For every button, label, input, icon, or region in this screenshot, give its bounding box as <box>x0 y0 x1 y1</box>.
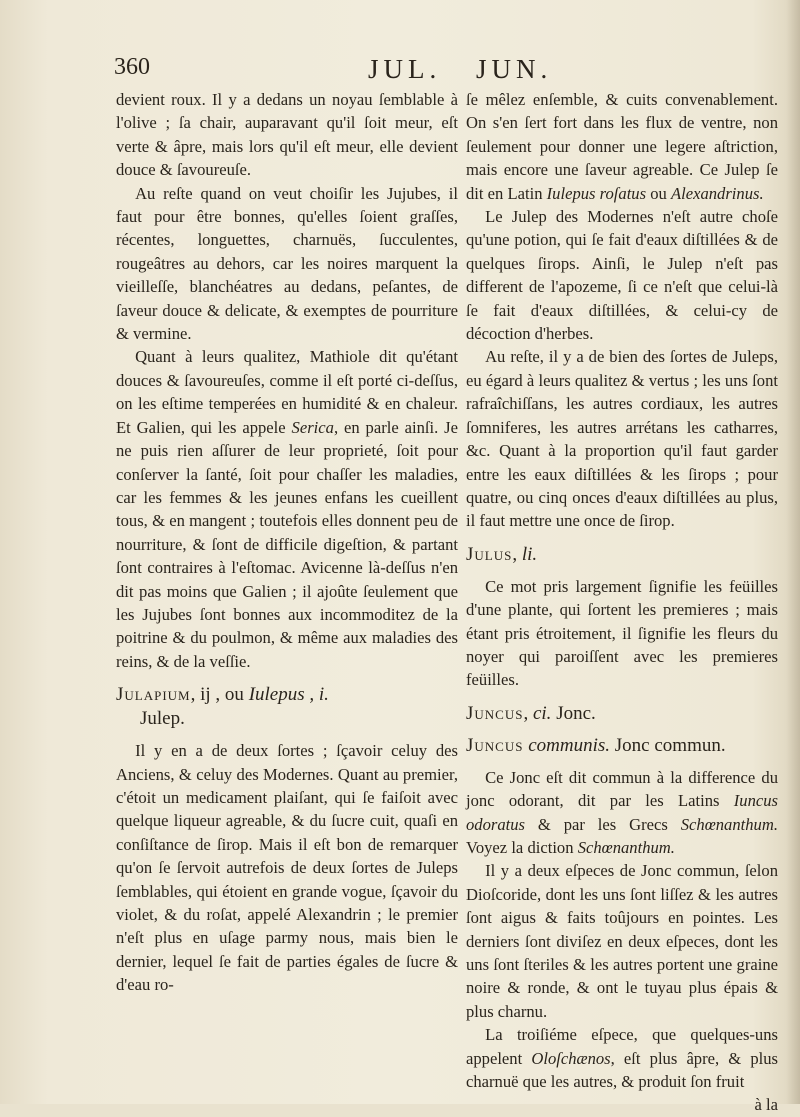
paragraph <box>466 766 778 860</box>
italic-term: Alexandrinus. <box>670 183 764 203</box>
catchword: à la <box>754 1095 778 1115</box>
paragraph <box>466 1023 778 1093</box>
paragraph-text: La troiſiéme eſpece, que quelques-uns appelent <box>466 1025 778 1068</box>
italic-term: Schœnanthum. <box>680 814 778 834</box>
paragraph-text: Ce Jonc eſt dit commun à la difference du jonc odorant, dit par les Latins <box>466 767 778 811</box>
italic-term: Schœnanthum. <box>577 837 675 857</box>
italic-term: Iuncus odoratus <box>466 791 778 834</box>
entry-heading-julus: Julus, li. <box>466 543 538 565</box>
paragraph-text: Voyez la diction <box>466 837 578 857</box>
entry-ending: li. <box>521 543 538 565</box>
paragraph-text: , eſt plus âpre, & plus charnuë que les autres, & produit ſon fruit <box>466 1048 778 1092</box>
entry-headword: Julapium <box>116 684 191 706</box>
paragraph: Le Julep des Modernes n'eſt autre choſe qu'une potion, qui ſe fait d'eaux diſtillées & de quelques ſirops. Ainſi, le Julep n'eſt pas different de l'apozeme, ſi ce n'eſt que celui-là ſe fait d'eaux diſtillées, & celui-cy de décoction d'herbes. <box>466 207 778 344</box>
italic-term: Iulepus roſatus <box>546 183 647 203</box>
paragraph: Au reſte quand on veut choiſir les Jujubes, il faut pour être bonnes, qu'elles ſoient graſſes, récentes, longuettes, charnuës, ſucculentes, rougeâtres au dehors, car les noires marquent la vieilleſſe, blanchéatres au dedans, peſantes, de ſaveur douce & delicate, & exemptes de pourriture & vermine. <box>116 183 458 344</box>
paragraph: Au reſte, il y a de bien des ſortes de Juleps, eu égard à leurs qualitez & vertus ; les uns ſont rafraîchiſſans, les autres cordiaux, les autres ſomniferes, les autres arrétans les catharres, &c. Quant à la proportion qu'il faut garder entre les eaux diſtillées & les ſirops ; pour quatre, ou cinq onces d'eaux diſtillées au plus, il faut mettre une once de ſirop. <box>466 347 778 531</box>
entry-headword: Julus <box>466 543 513 565</box>
running-header <box>114 54 774 90</box>
entry-french-name: Julep. <box>140 708 185 730</box>
paragraph: Il y a deux eſpeces de Jonc commun, ſelon Dioſcoride, dont les uns ſont liſſez & les autres ſont aigus & faits toûjours en pointes. Les derniers ſont diviſez en deux eſpeces, dont les uns ſont ſteriles & les autres portent une graine noire & ronde, & ont le tuyau plus épais & plus charnu. <box>466 861 778 1021</box>
entry-heading-juncus-communis <box>466 734 778 758</box>
page-edge-shadow <box>786 0 800 1104</box>
paragraph <box>116 345 458 673</box>
paragraph-text: Quant à leurs qualitez, Mathiole dit qu'étant douces & ſavoureuſes, comme il eſt porté ci-deſſus, on les eſtime temperées en humidité & en chaleur. Et Galien, qui les appele <box>116 347 458 437</box>
running-head-left: JUL. <box>368 54 442 84</box>
page-number: 360 <box>114 54 150 80</box>
entry-headword: Juncus <box>466 734 524 756</box>
entry-ending: , ij , ou <box>190 684 249 706</box>
entry-variant: communis. <box>528 734 611 756</box>
italic-term: Oloſchænos <box>531 1048 611 1068</box>
paragraph-text: & par les Grecs <box>525 814 681 834</box>
running-head-right: JUN. <box>476 54 553 84</box>
paragraph <box>466 88 778 205</box>
entry-variant: Iulepus , i. <box>248 684 329 706</box>
paragraph: Ce mot pris largement ſignifie les feüilles d'une plante, qui ſortent les premieres ; mais étant pris étroitement, il ſignifie les fleurs du noyer qui paroiſſent avec les premieres feüilles. <box>466 576 778 690</box>
entry-heading-juncus: Juncus, ci. Jonc. <box>466 702 596 724</box>
paragraph-text: ou <box>646 183 671 203</box>
paragraph-text: ſe mêlez enſemble, & cuits convenablement. On s'en ſert fort dans les flux de ventre, non ſeulement pour donner une legere aſtriction, mais encore une ſaveur agreable. Ce Julep ſe dit en Latin <box>466 90 778 203</box>
entry-ending: ci. <box>532 702 552 724</box>
italic-term: Serica <box>291 417 334 437</box>
entry-french-name: Jonc. <box>556 702 596 724</box>
paragraph-text: , en parle ainſi. Je ne puis rien aſſurer de leur proprieté, ſoit pour conſerver la ſanté, ſoit pour chaſſer les maladies, car les femmes & les jeunes enfans les cueillent tous, & en mangent ; toutefois elles donnent peu de nourriture, & ſont de difficile digeſtion, & partant ſont contraires à l'eſtomac. Avicenne là-deſſus n'en dit pas moins que Galien ; il ajoûte ſeulement que les Jujubes ſont bonnes aux incommoditez de la poitrine & du poulmon, & même aux maladies des reins, & de la veſſie. <box>116 417 458 671</box>
left-column <box>116 88 458 997</box>
paragraph: Il y en a de deux ſortes ; ſçavoir celuy des Anciens, & celuy des Modernes. Quant au premier, c'étoit un medicament plaiſant, qui ſe faiſoit avec quelque liqueur agreable, & du ſucre cuit, quaſi en conſiſtance de ſirop. Mais il eſt bon de remarquer qu'on ſe ſervoit autrefois de deux ſortes de Juleps ſemblables, qui étoient en grande vogue, ſçavoir du violet, & du roſat, appelé Alexandrin ; le premier n'eſt plus en uſage parmy nous, mais bien le dernier, lequel ſe fait de parties égales de ſucre & d'eau ro- <box>116 741 458 995</box>
right-column <box>466 88 778 1117</box>
entry-headword: Juncus <box>466 702 524 724</box>
paragraph: devient roux. Il y a dedans un noyau ſemblable à l'olive ; ſa chair, auparavant qu'il ſoit meur, eſt verte & âpre, mais lors qu'il eſt meur, elle devient douce & ſavoureuſe. <box>116 90 458 180</box>
entry-heading-julapium <box>116 683 458 731</box>
entry-french-name: Jonc commun. <box>614 734 726 756</box>
